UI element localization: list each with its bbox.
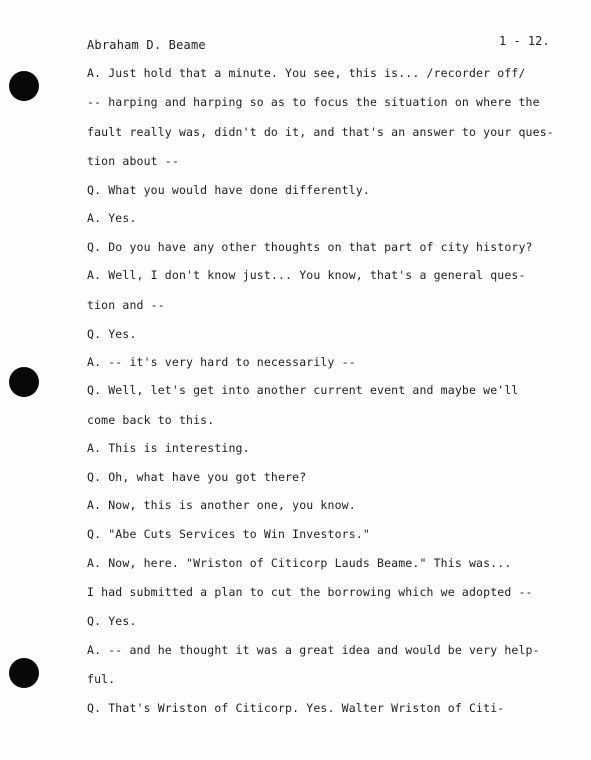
transcript-line: Q. That's Wriston of Citicorp. Yes. Walter Wriston of Citi- — [87, 701, 505, 715]
transcript-line: A. -- and he thought it was a great idea and would be very help- — [87, 643, 540, 657]
transcript-line: Q. Oh, what have you got there? — [87, 470, 307, 484]
transcript-line: ful. — [87, 672, 116, 686]
page-number: 1 - 12. — [499, 34, 550, 48]
transcript-line: come back to this. — [87, 413, 215, 427]
transcript-line: A. Well, I don't know just... You know, that's a general ques- — [87, 268, 526, 282]
transcript-line: A. -- it's very hard to necessarily -- — [87, 355, 356, 369]
transcript-line: A. Now, this is another one, you know. — [87, 498, 356, 512]
transcript-line: tion and -- — [87, 298, 165, 312]
transcript-line: A. Now, here. "Wriston of Citicorp Lauds Beame." This was... — [87, 556, 512, 570]
transcript-line: I had submitted a plan to cut the borrowing which we adopted -- — [87, 585, 533, 599]
transcript-line: tion about -- — [87, 154, 179, 168]
transcript-line: fault really was, didn't do it, and that's an answer to your ques- — [87, 125, 554, 139]
transcript-line: A. This is interesting. — [87, 441, 250, 455]
interviewee-name: Abraham D. Beame — [87, 38, 206, 52]
transcript-line: A. Yes. — [87, 211, 137, 225]
transcript-line: A. Just hold that a minute. You see, this is... /recorder off/ — [87, 66, 526, 80]
transcript-line: Q. Yes. — [87, 327, 137, 341]
transcript-line: Q. What you would have done differently. — [87, 183, 370, 197]
transcript-line: -- harping and harping so as to focus the situation on where the — [87, 95, 540, 109]
transcript-line: Q. "Abe Cuts Services to Win Investors." — [87, 527, 370, 541]
transcript-line: Q. Well, let's get into another current event and maybe we'll — [87, 383, 519, 397]
transcript-line: Q. Do you have any other thoughts on that part of city history? — [87, 240, 533, 254]
transcript-line: Q. Yes. — [87, 614, 137, 628]
